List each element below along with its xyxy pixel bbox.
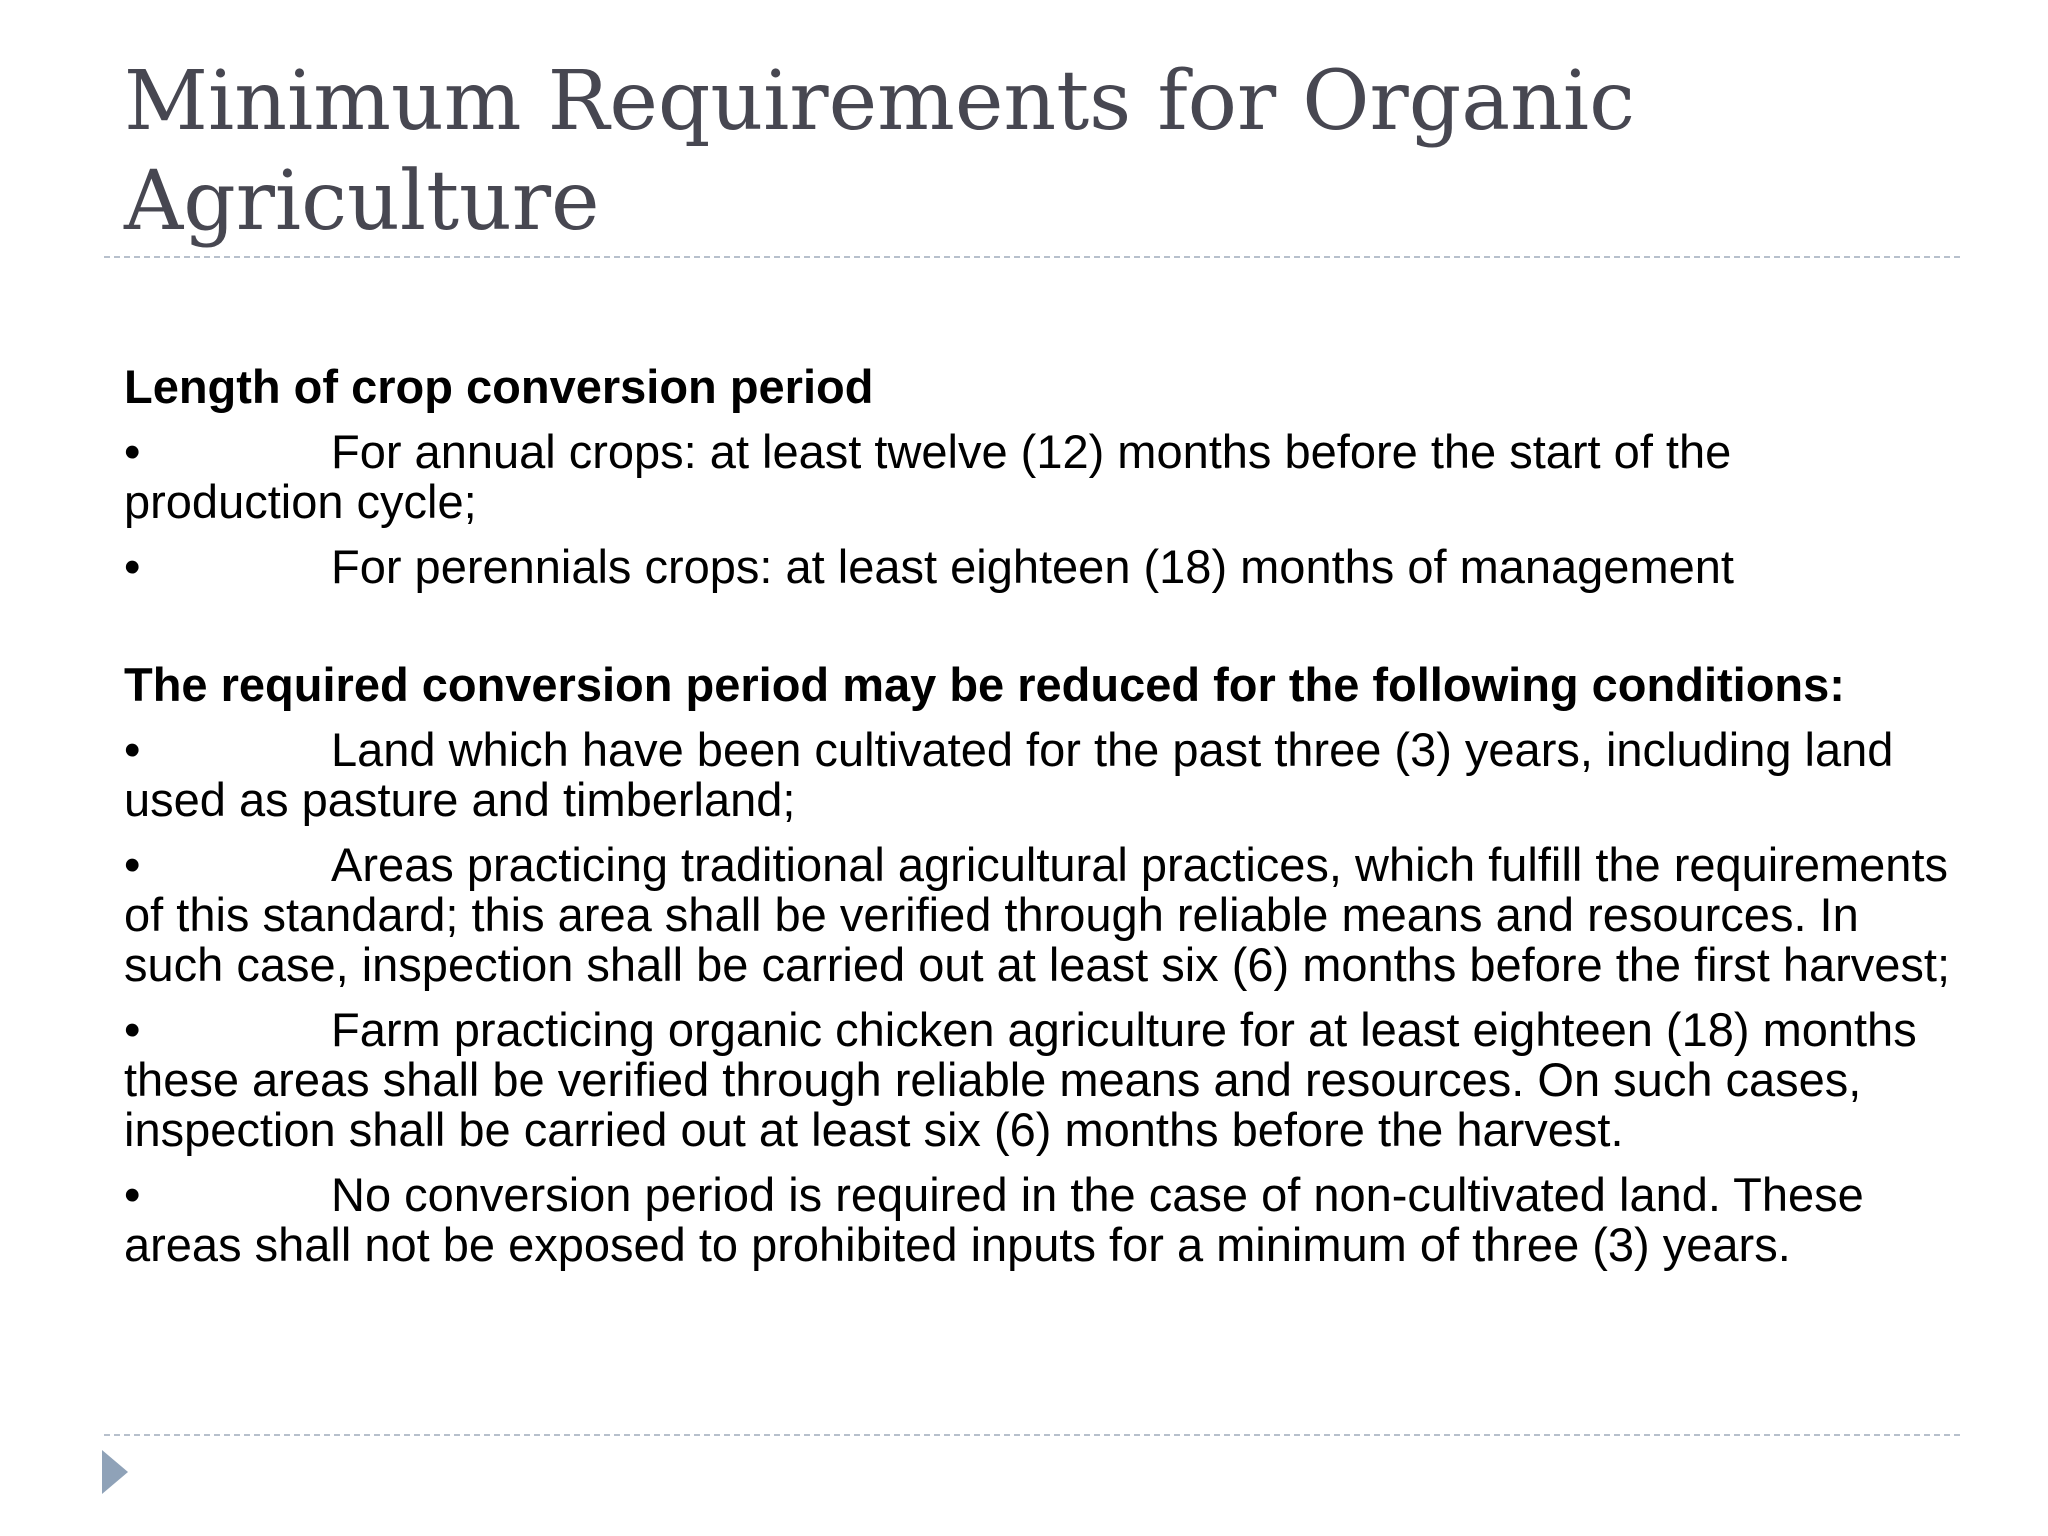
bullet-text: Land which have been cultivated for the past three (3) years, including land used as pasture and timberland; (124, 723, 1894, 826)
list-item (124, 427, 1954, 527)
list-item (124, 725, 1954, 825)
section-heading-reduced-conditions: The required conversion period may be reduced for the following conditions: (124, 658, 1845, 711)
bullet-text: For perennials crops: at least eighteen (18) months of management (331, 540, 1734, 593)
list-item (124, 1170, 1954, 1270)
list-item (124, 840, 1954, 990)
bullet-icon: • (124, 723, 141, 776)
bullet-icon: • (124, 540, 141, 593)
slide-title: Minimum Requirements for Organic Agriculture (124, 54, 1636, 249)
list-item (124, 542, 1954, 592)
bullet-text: Areas practicing traditional agricultural practices, which fulfill the requirements of this standard; this area shall be verified through reliable means and resources. In such case, inspection shall be carried out at least six (6) months before the first harvest; (124, 838, 1951, 991)
section-heading-conversion-length: Length of crop conversion period (124, 360, 874, 413)
title-divider (104, 256, 1960, 258)
bullet-icon: • (124, 1168, 141, 1221)
triangle-right-icon (102, 1450, 128, 1494)
footer-divider (104, 1434, 1960, 1436)
bullet-text: No conversion period is required in the case of non-cultivated land. These areas shall not be exposed to prohibited inputs for a minimum of three (3) years. (124, 1168, 1864, 1271)
bullet-icon: • (124, 425, 141, 478)
slide-body (124, 362, 1954, 1270)
bullet-icon: • (124, 1003, 141, 1056)
spacer (124, 592, 1954, 660)
bullet-text: Farm practicing organic chicken agriculture for at least eighteen (18) months these areas shall be verified through reliable means and resources. On such cases, inspection shall be carried out at least six (6) months before the harvest. (124, 1003, 1917, 1156)
bullet-icon: • (124, 838, 141, 891)
list-item (124, 1005, 1954, 1155)
bullet-text: For annual crops: at least twelve (12) months before the start of the production cycle; (124, 425, 1732, 528)
